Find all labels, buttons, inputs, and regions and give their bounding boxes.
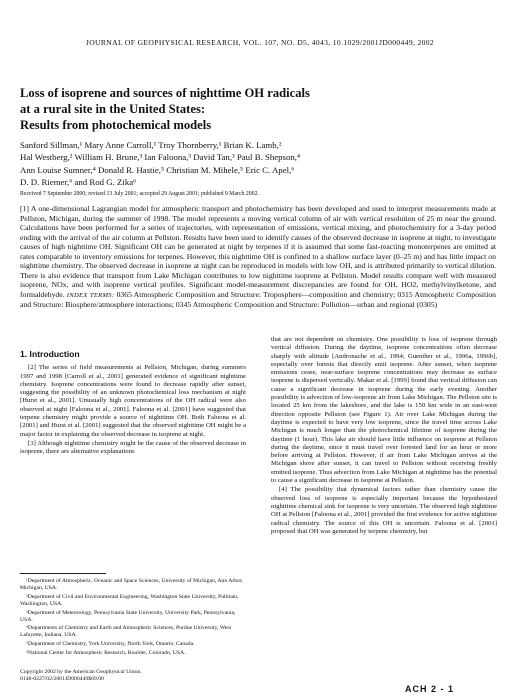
issn-line: 0148-0227/02/2001JD000449$09.00 — [20, 675, 104, 682]
index-terms-label: INDEX TERMS: — [66, 291, 115, 299]
index-terms: 0365 Atmospheric Composition and Structure: Troposphere—composition and chemistry; 0315 Atmospheric Composition and Structure: Biosphere/atmosphere interactions; 0345 Atmospheric Composition and Structure: Pollution—urban and regional (0305) — [20, 289, 497, 309]
paper-title — [20, 86, 490, 133]
paragraph-4: [4] The possibility that dynamical factors rather than chemistry cause the observed loss of isoprene is especially important because the hypothesized nighttime chemical sink for isoprene is very uncertain. The observed high nighttime OH at Pellston [Faloona et al., 2001] provided the first evidence for active nighttime radical chemistry. The source of this OH is uncertain. Faloona et al. [2001] proposed that OH was generated by terpene chemistry, but — [271, 486, 498, 535]
footnote-2: ²Department of Civil and Environmental Engineering, Washington State University, Pullman, Washington, USA. — [20, 593, 239, 607]
author-line-1: Sanford Sillman,¹ Mary Anne Carroll,¹ Troy Thornberry,¹ Brian K. Lamb,² — [20, 140, 282, 150]
abstract-text: A one-dimensional Lagrangian model for atmospheric transport and photochemistry has been developed and used to interpret measurements made at Pellston, Michigan, during the summer of 1998. The model represents a moving vertical column of air with vertical resolution of 25 m near the ground. Calculations have been performed for a series of trajectories, with representation of emissions, vertical mixing, and photochemistry for a 3-day period ending with the arrival of the air column at Pellston. Results have been used to identify causes of the observed decrease in isoprene at night, to investigate causes of high nighttime OH. Significant OH can be generated at night by terpenes if it is assumed that some fast-reacting monoterpenes are emitted at rates comparable to inventory emissions for terpenes. However, this nighttime OH is confined to a shallow surface layer (0–25 m) and has little impact on nighttime chemistry. The observed decrease in isoprene at night can be reproduced in models with low OH, and is attributed primarily to vertical dilution. There is also evidence that transport from Lake Michigan contributes to low nighttime isoprene at Pellston. Model results compare well with measured isoprene, NOx, and with isoprene vertical profiles. Significant model-measurement discrepancies are found for OH, HO2, methylvinylketone, and formaldehyde. — [20, 204, 496, 299]
copyright-line: Copyright 2002 by the American Geophysical Union. — [20, 669, 142, 675]
received-dates: Received 7 September 2000; revised 13 July 2001; accepted 29 August 2001; published 9 March 2002. — [20, 191, 259, 197]
footnote-4: ⁴Departments of Chemistry and Earth and Atmospheric Sciences, Purdue University, West Lafayette, Indiana, USA. — [20, 625, 232, 639]
footnote-3: ³Department of Meteorology, Pennsylvania State University, University Park, Pennsylvania, USA. — [20, 609, 236, 623]
paragraph-2: [2] The series of field measurements at Pellston, Michigan, during summers 1997 and 1998 [Carroll et al., 2001] generated evidence of significant nighttime chemistry. Isoprene concentrations were found to decrease rapidly after sunset, suggesting the possibility of an unknown photochemical loss mechanism at night [Hurst et al., 2001]. Unusually high concentrations of the OH radical were also observed at night [Faloona et al., 2001]. Faloona et al. [2001] have suggested that terpene chemistry might provide a source of nighttime OH. Both Faloona et al. [2001] and Hurst et al. [2001] suggested that the observed nighttime OH might be a major factor in explaining the observed decrease in isoprene at night. — [20, 364, 246, 438]
title-line-1: Loss of isoprene and sources of nighttime OH radicals — [20, 86, 310, 100]
footnote-1: ¹Department of Atmospheric, Oceanic and Space Sciences, University of Michigan, Ann Arbor, Michigan, USA. — [20, 578, 244, 591]
author-list — [20, 139, 496, 188]
author-line-4: D. D. Riemer,⁶ and Rod G. Zika⁶ — [20, 176, 137, 187]
paragraph-3: [3] Although nighttime chemistry might be the cause of the observed decrease in isoprene, there are alternative explanations — [20, 439, 246, 456]
title-line-3: Results from photochemical models — [20, 117, 212, 132]
author-line-2: Hal Westberg,² William H. Brune,³ Ian Faloona,³ David Tan,³ Paul B. Shepson,⁴ — [20, 152, 301, 163]
title-line-2: at a rural site in the United States: — [20, 101, 206, 116]
affiliation-footnotes — [20, 573, 246, 659]
section-heading-introduction: 1. Introduction — [20, 349, 80, 359]
copyright-notice — [20, 669, 246, 683]
abstract-marker: [1] — [20, 204, 29, 213]
author-line-3: Ann Louise Sumner,⁴ Donald R. Hastie,⁵ Christian M. Mihele,⁵ Eric C. Apel,⁶ — [20, 164, 295, 175]
left-column — [20, 350, 246, 458]
paragraph-3-continued: that are not dependent on chemistry. One possibility is loss of isoprene through vertical diffusion. During the daytime, isoprene concentrations often decrease sharply with altitude [Andronache et al., 1994; Guenther et al., 1996a, 1996b], especially over forests that directly emit isoprene. After sunset, when isoprene emissions cease, near-surface isoprene concentrations may decrease as surface isoprene is dispersed vertically. Makar et al. [1999] found that vertical diffusion can cause a significant decrease in isoprene during the early evening. Another possibility is advection of low-isoprene air from Lake Michigan. The Pellston site is located 25 km from the lakeshore, and the lake is 150 km wide in an east-west direction opposite Pellston (see Figure 1). Air over Lake Michigan during the daytime is expected to have very low isoprene, since the travel time across Lake Michigan is much longer than the photochemical lifetime of isoprene during the daytime (1 hour). This lake air should have little influence on isoprene at Pellston during the daytime, since it must travel over forested land for an hour or more before arriving at Pellston. However, if air from Lake Michigan arrives at the Michigan shore after sunset, it can travel to Pellston without receiving freshly emitted isoprene. Thus advection from Lake Michigan at nighttime has the potential to cause a significant decrease in isoprene at Pellston. — [271, 336, 497, 485]
right-column — [271, 336, 497, 537]
running-head: JOURNAL OF GEOPHYSICAL RESEARCH, VOL. 107, NO. D5, 4043, 10.1029/2001JD000449, 2002 — [85, 38, 435, 47]
footnote-6: ⁶National Center for Atmospheric Research, Boulder, Colorado, USA. — [26, 650, 186, 657]
page-number: ACH 2 - 1 — [405, 684, 455, 694]
footnote-rule — [20, 573, 106, 574]
footnote-5: ⁵Department of Chemistry, York University, North York, Ontario, Canada. — [26, 641, 195, 648]
abstract — [20, 204, 496, 310]
